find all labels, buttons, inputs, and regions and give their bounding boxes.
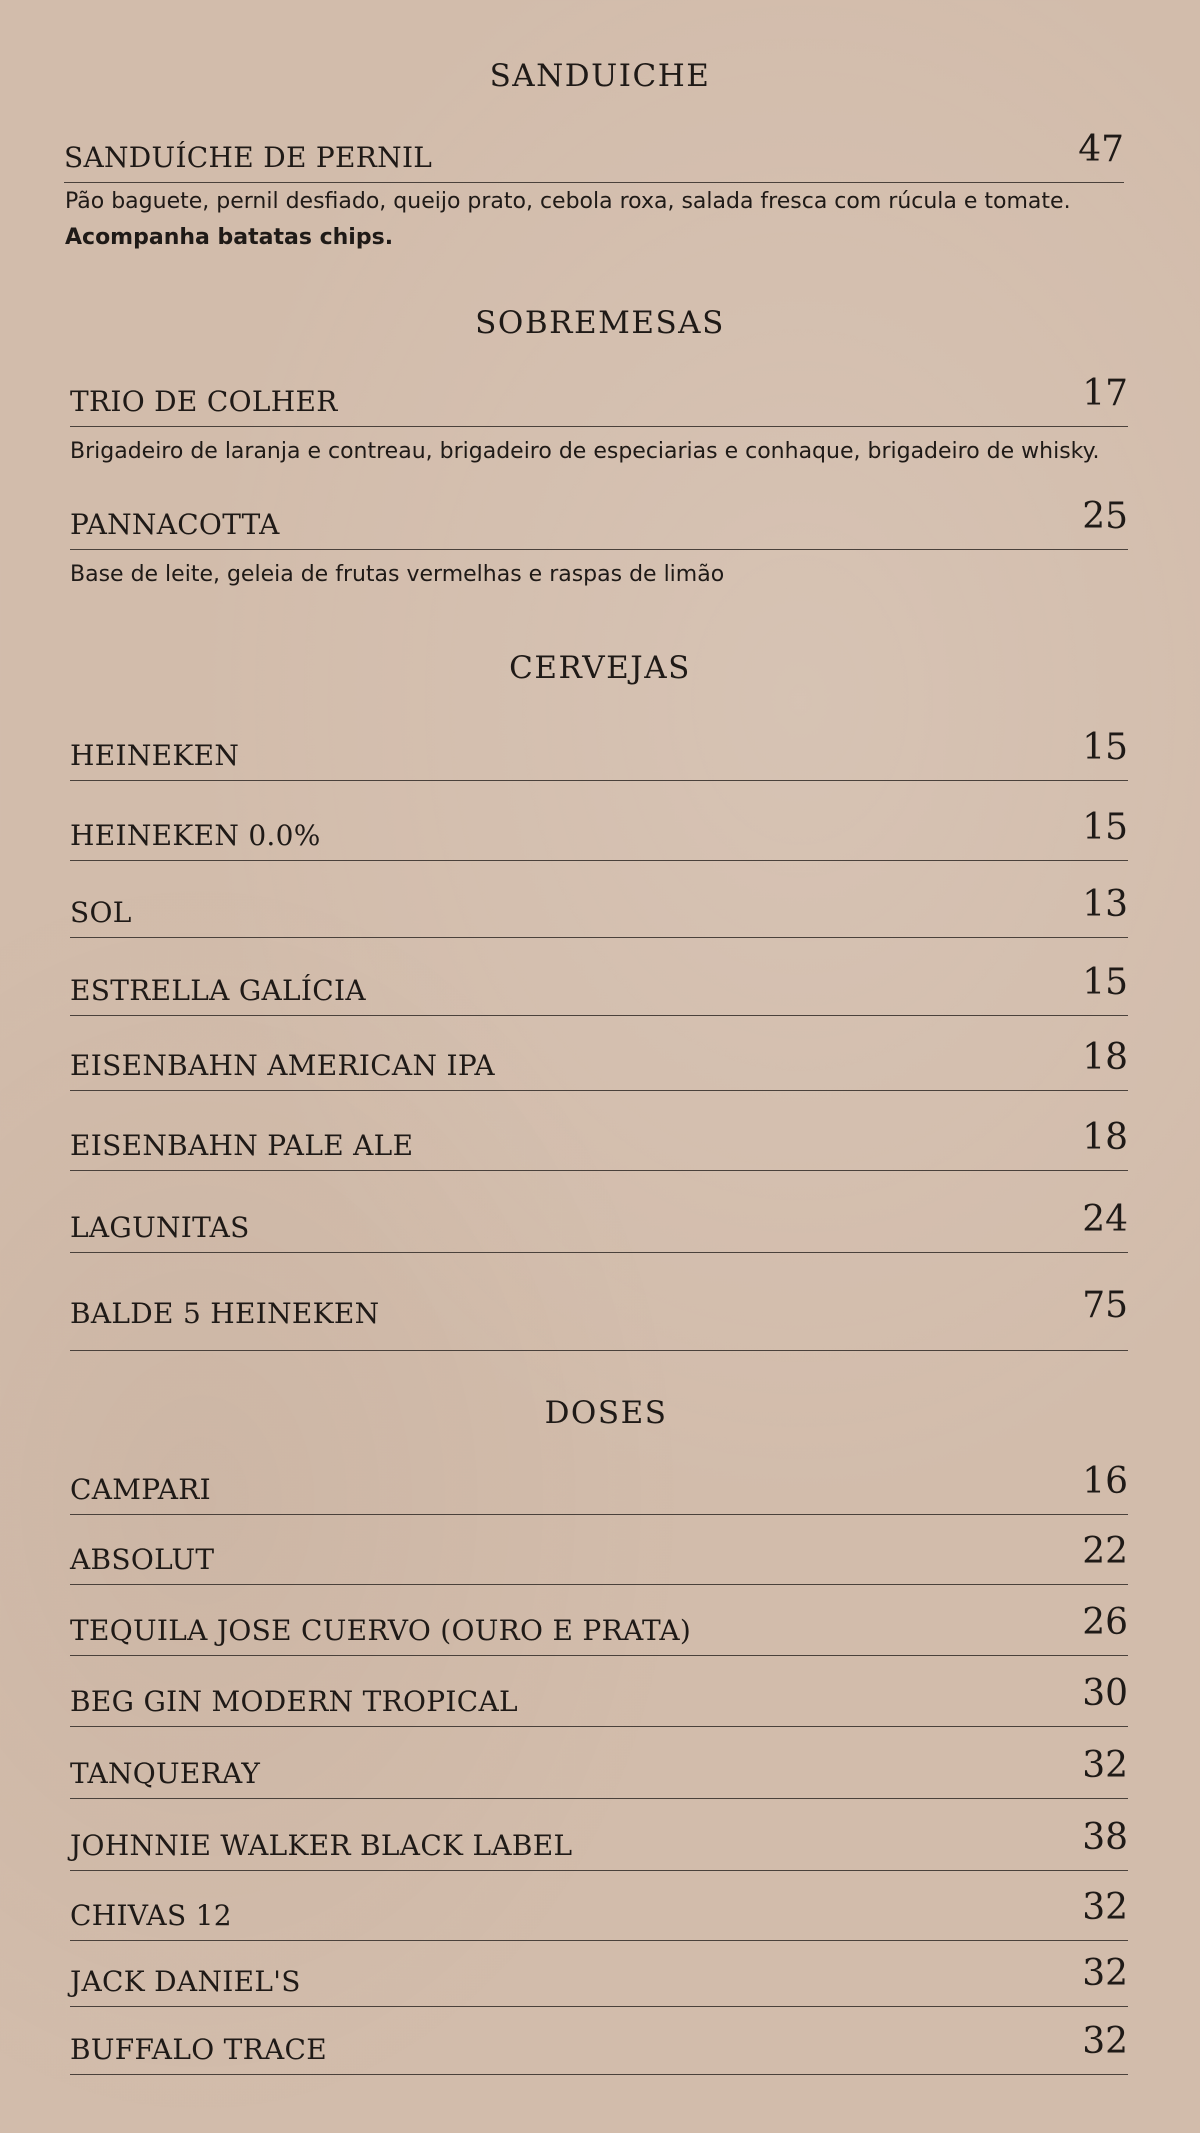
menu-item-heineken <box>70 720 1128 781</box>
item-name: HEINEKEN <box>70 739 240 772</box>
item-name: SANDUÍCHE DE PERNIL <box>64 141 433 174</box>
item-name: SOL <box>70 896 132 929</box>
item-price: 15 <box>1082 962 1128 1003</box>
menu-item-sanduiche-de-pernil <box>64 120 1124 183</box>
item-name: EISENBAHN AMERICAN IPA <box>70 1049 495 1082</box>
menu-item-tanqueray <box>70 1745 1128 1799</box>
menu-item-eisenbahn-pale-ale <box>70 1110 1128 1171</box>
menu-item-trio-de-colher <box>70 370 1128 427</box>
item-name: BALDE 5 HEINEKEN <box>70 1297 380 1330</box>
item-name: PANNACOTTA <box>70 508 280 541</box>
item-price: 17 <box>1082 373 1128 414</box>
item-price: 24 <box>1082 1199 1128 1240</box>
item-name: EISENBAHN PALE ALE <box>70 1129 414 1162</box>
item-name: LAGUNITAS <box>70 1211 250 1244</box>
item-name: HEINEKEN 0.0% <box>70 819 321 852</box>
item-price: 47 <box>1078 129 1124 170</box>
menu-item-chivas-12 <box>70 1888 1128 1941</box>
item-price: 32 <box>1082 2021 1128 2062</box>
item-price: 26 <box>1082 1602 1128 1643</box>
item-name: TRIO DE COLHER <box>70 385 338 418</box>
item-name: ABSOLUT <box>70 1543 215 1576</box>
menu-item-sol <box>70 880 1128 938</box>
item-description: Base de leite, geleia de frutas vermelhas e raspas de limão <box>70 562 725 587</box>
item-price: 15 <box>1082 727 1128 768</box>
menu-item-lagunitas <box>70 1190 1128 1253</box>
item-price: 38 <box>1082 1817 1128 1858</box>
menu-item-heineken-zero <box>70 800 1128 861</box>
menu-item-beg-gin-modern-tropical <box>70 1673 1128 1727</box>
item-description: Brigadeiro de laranja e contreau, brigadeiro de especiarias e conhaque, brigadeiro de whisky. <box>70 439 1100 464</box>
item-price: 32 <box>1082 1953 1128 1994</box>
section-title-sanduiche: SANDUICHE <box>489 58 711 94</box>
item-name: JACK DANIEL'S <box>70 1965 301 1998</box>
menu-item-eisenbahn-american-ipa <box>70 1035 1128 1091</box>
item-name: ESTRELLA GALÍCIA <box>70 974 366 1007</box>
section-title-doses: DOSES <box>544 1395 668 1431</box>
item-price: 32 <box>1082 1887 1128 1928</box>
item-price: 30 <box>1082 1673 1128 1714</box>
item-description <box>65 184 1145 256</box>
item-price: 18 <box>1082 1117 1128 1158</box>
menu-item-tequila-jose-cuervo <box>70 1602 1128 1656</box>
menu-item-buffalo-trace <box>70 2021 1128 2075</box>
item-name: JOHNNIE WALKER BLACK LABEL <box>70 1829 573 1862</box>
item-name: TANQUERAY <box>70 1757 261 1790</box>
menu-item-estrella-galicia <box>70 957 1128 1016</box>
item-price: 75 <box>1082 1285 1128 1326</box>
item-name: TEQUILA JOSE CUERVO (OURO E PRATA) <box>70 1614 692 1647</box>
item-description-text: Pão baguete, pernil desfiado, queijo prato, cebola roxa, salada fresca com rúcula e tomate. <box>65 189 1071 214</box>
item-name: CHIVAS 12 <box>70 1899 232 1932</box>
menu-item-johnnie-walker-black-label <box>70 1817 1128 1871</box>
item-price: 22 <box>1082 1531 1128 1572</box>
item-description-bold: Acompanha batatas chips. <box>65 225 394 250</box>
item-price: 15 <box>1082 807 1128 848</box>
item-name: BUFFALO TRACE <box>70 2033 328 2066</box>
item-price: 18 <box>1082 1037 1128 1078</box>
item-name: BEG GIN MODERN TROPICAL <box>70 1685 518 1718</box>
menu-item-campari <box>70 1460 1128 1515</box>
item-name: CAMPARI <box>70 1473 212 1506</box>
section-title-sobremesas: SOBREMESAS <box>475 305 725 341</box>
item-price: 16 <box>1082 1461 1128 1502</box>
item-price: 13 <box>1082 884 1128 925</box>
menu-item-pannacotta <box>70 492 1128 550</box>
item-price: 25 <box>1082 496 1128 537</box>
menu-item-absolut <box>70 1532 1128 1585</box>
menu-item-balde-5-heineken <box>70 1272 1128 1351</box>
section-title-cervejas: CERVEJAS <box>509 650 691 686</box>
item-price: 32 <box>1082 1745 1128 1786</box>
menu-item-jack-daniels <box>70 1953 1128 2007</box>
